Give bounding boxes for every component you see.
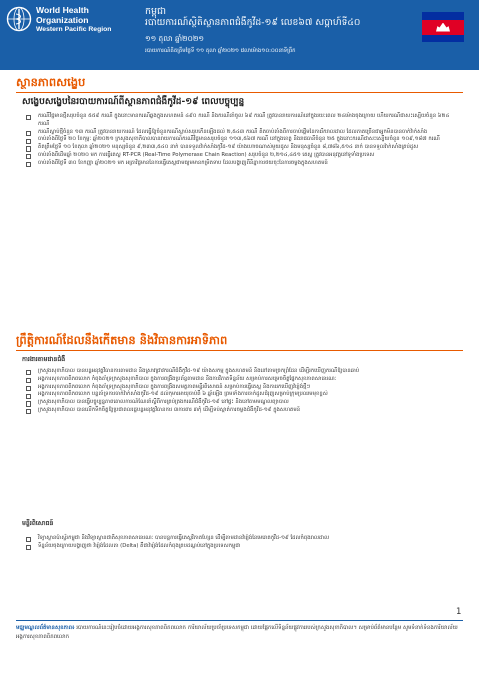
list-item: ករណីវិជ្ជមានថ្មីសរុបចំនួន ៥៥៩ ករណី ក្នុងនោះមានករណីឆ្លងក្នុងសហគមន៍ ៤៩០ ករណី និងករណីនាំចូល ៦៩ ករណី ត្រូវបានរាយការណ៍នៅក្នុងរយៈពេល ២៤ម៉ោងចុងក្រោយ ហើយករណីជាសះស្បើយចំនួន ៦២៤ ករណី bbox=[22, 113, 462, 129]
summary-bullet-list bbox=[22, 113, 462, 168]
angkor-temple-icon bbox=[436, 23, 450, 32]
list-item: ក្រសួងសុខាភិបាល បានបន្តអនុវត្តវិធានការតាមដាន និងស្រាវជ្រាវករណីជំងឺកូវីដ-១៩ យ៉ាងសកម្ម ក្នុងសហគមន៍ និងនៅតាមច្រកព្រំដែន ដើម្បីរកឃើញករណីឱ្យបានឆាប់ bbox=[22, 368, 462, 376]
report-header bbox=[0, 0, 479, 70]
header-country: កម្ពុជា bbox=[145, 6, 167, 17]
situation-summary-subheading: សង្ខេបសង្ខេបនៃរបាយការណ៍ពីស្ថានភាពជំងឺកូវីដ-១៩ ពេលបច្ចុប្បន្ន bbox=[22, 97, 245, 107]
section-divider bbox=[16, 92, 463, 93]
footer-text: របាយការណ៍នេះរៀបចំដោយអង្គការសុខភាពពិភពលោក ការិយាល័យប្រចាំប្រទេសកម្ពុជា ដោយផ្អែកលើទិន្នន័យផ្លូវការរបស់ក្រសួងសុខាភិបាល។ សម្រាប់ព័ត៌មានបន្ថែម សូមទំនាក់ទំនងការិយាល័យអង្គការសុខភាពពិភពលោក bbox=[16, 625, 458, 640]
org-name-line1: World Health bbox=[36, 5, 89, 15]
surveillance-bullet-list bbox=[22, 368, 462, 415]
who-logo-text bbox=[36, 6, 111, 35]
who-emblem-icon bbox=[6, 6, 32, 32]
surveillance-subheading: ការងារតាមដានជំងឺ bbox=[22, 356, 66, 363]
list-item: អង្គការសុខភាពពិភពលោក បន្តគាំទ្រការចាក់វ៉ាក់សាំងកូវីដ-១៩ ដល់កុមារអាយុចាប់ពី ៦ ឆ្នាំឡើង ព្រមទាំងការចាក់ដូសជំរុញសម្រាប់ក្រុមប្រឈមមុខខ្ពស់ bbox=[22, 391, 462, 399]
list-item: អង្គការសុខភាពពិភពលោក កំពុងគាំទ្រក្រសួងសុខាភិបាល ក្នុងការពង្រឹងប្រព័ន្ធតាមដាន និងការវិភាគទិន្នន័យ សម្រាប់ការសម្រេចចិត្តផ្នែកសុខភាពសាធារណៈ bbox=[22, 376, 462, 384]
list-item: ទិន្នន័យចុងក្រោយបង្ហាញថា វ៉ារ្យ៉ង់ដែលតា (Delta) គឺជាវ៉ារ្យ៉ង់ដែលកំពុងគ្របដណ្តប់នៅក្នុងប្រទេសកម្ពុជា bbox=[22, 543, 462, 551]
section-divider bbox=[16, 350, 463, 351]
page-number: 1 bbox=[456, 607, 462, 617]
laboratory-subheading: មន្ទីរពិសោធន៍ bbox=[22, 520, 54, 527]
list-item: អង្គការសុខភាពពិភពលោក កំពុងគាំទ្រក្រសួងសុខាភិបាល ក្នុងការពង្រឹងសមត្ថភាពមន្ទីរពិសោធន៍ សម្រាប់ការធ្វើតេស្ត និងការរកឃើញវ៉ារ្យ៉ង់ថ្មីៗ bbox=[22, 384, 462, 392]
org-name-line2: Organization bbox=[36, 14, 89, 25]
footer-label: មជ្ឈមណ្ឌលព័ត៌មានសុខភាព៖ bbox=[16, 625, 75, 631]
report-cutoff-note: របាយការណ៍គិតត្រឹមថ្ងៃទី ១១ តុលា ឆ្នាំ២០២១ វេលាម៉ោង១០:០០នាទីព្រឹក bbox=[145, 48, 296, 54]
laboratory-bullet-list bbox=[22, 535, 462, 551]
footer-divider bbox=[16, 620, 463, 621]
org-region: Western Pacific Region bbox=[36, 26, 112, 33]
list-item: ចាប់តាំងពីថ្ងៃទី ២០ ខែកុម្ភៈ ឆ្នាំ២០២១ ក្រសួងសុខាភិបាលបានរាយការណ៍ករណីវិជ្ជមានសរុបចំនួន ១១៣,៥៦៧ ករណី នៅក្នុងខេត្ត និងរាជធានីចំនួន ២៥ ក្នុងនោះករណីជាសះស្បើយចំនួន ១០៩,១៨៧ ករណី bbox=[22, 136, 462, 144]
list-item: ក្រសួងសុខាភិបាល បានធ្វើបច្ចុប្បន្នភាពគោលការណ៍ណែនាំស្តីពីការគ្រប់គ្រងករណីជំងឺកូវីដ-១៩ នៅផ្ទះ និងនៅតាមមណ្ឌលព្យាបាល bbox=[22, 399, 462, 407]
cambodia-flag-icon bbox=[422, 12, 464, 42]
footer-note bbox=[16, 624, 463, 641]
list-item: ចាប់តាំងពីដើមឆ្នាំ ២០២០ មក ការធ្វើតេស្ត RT-PCR (Real-Time Polymerase Chain Reaction) សរុបចំនួន ២,២១៤,៤៥១ តេស្ត ត្រូវបានអនុវត្តនៅទូទាំងប្រទេស bbox=[22, 152, 462, 160]
list-item: វិទ្យាស្ថានប៉ាស្ទ័រកម្ពុជា និងវិទ្យាស្ថានជាតិសុខភាពសាធារណៈ បានបន្តការធ្វើតេស្តវិភាគហ្សែន ដើម្បីតាមដានវ៉ារ្យ៉ង់នៃមេរោគកូវីដ-១៩ ដែលកំពុងរាលដាល bbox=[22, 535, 462, 543]
list-item: ករណីស្លាប់ថ្មីចំនួន ១៣ ករណី ត្រូវបានរាយការណ៍ ដែលធ្វើឱ្យចំនួនករណីស្លាប់សរុបកើនឡើងដល់ ២,៥៤៣ ករណី គិតចាប់តាំងពីការចាប់ផ្តើមនៃការរីករាលដាល ដែលភាគច្រើនជាអ្នកមិនបានចាក់វ៉ាក់សាំង bbox=[22, 129, 462, 137]
list-item: ចាប់តាំងពីថ្ងៃទី ៣០ ខែកញ្ញា ឆ្នាំ២០២១ មក អត្រាវិជ្ជមាននៃការធ្វើតេស្តជាមធ្យមមានកម្រិតទាប ដែលបង្ហាញពីនិន្នាការថយចុះនៃការចម្លងក្នុងសហគមន៍ bbox=[22, 160, 462, 168]
report-title: របាយការណ៍ស្ថិតិស្ថានភាពជំងឺកូវីដ-១៩ លេខ៦៧ សប្តាហ៍ទី៤០ bbox=[145, 17, 361, 28]
list-item: គិតត្រឹមថ្ងៃទី ១០ ខែតុលា ឆ្នាំ២០២១ មនុស្សចំនួន ៩,២៣៣,៥៤០ នាក់ បានទទួលវ៉ាក់សាំងកូវីដ-១៩ យ៉ាងហោចណាស់មួយដូស និងមនុស្សចំនួន ៨,៧៨៦,៥១៤ នាក់ បានទទួលវ៉ាក់សាំងគ្រប់ដូស bbox=[22, 144, 462, 152]
report-date: ១១ តុលា ឆ្នាំ២០២១ bbox=[145, 34, 205, 43]
priority-actions-heading: ព្រឹត្តិការណ៍ដែលនឹងកើតមាន និងវិធានការអាទិភាព bbox=[16, 333, 228, 347]
situation-summary-heading: ស្ថានភាពសង្ខេប bbox=[16, 75, 86, 89]
list-item: ក្រសួងសុខាភិបាល បានលើកទឹកចិត្តឱ្យប្រជាពលរដ្ឋបន្តអនុវត្តវិធានការ ៣ការពារ ៣កុំ ដើម្បីទប់ស្កាត់ការចម្លងជំងឺកូវីដ-១៩ ក្នុងសហគមន៍ bbox=[22, 407, 462, 415]
